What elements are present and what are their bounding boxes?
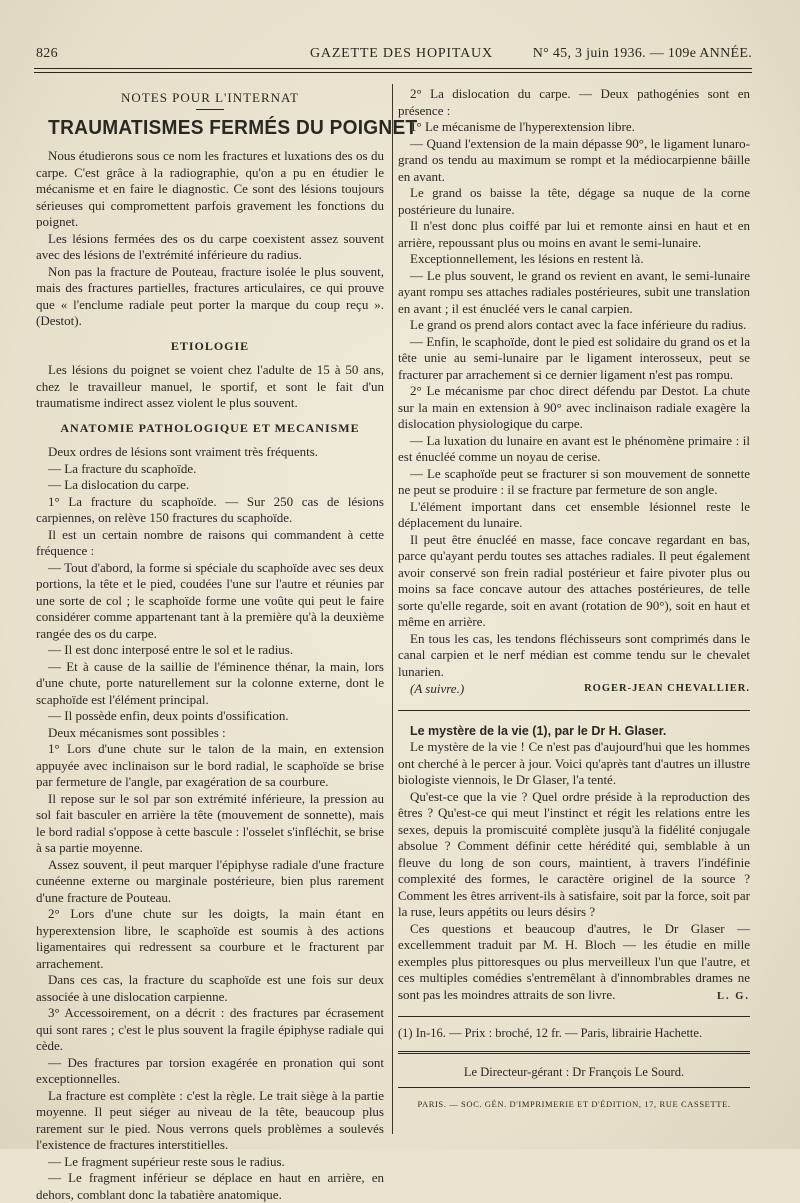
paragraph: — Le scaphoïde peut se fracturer si son mouvement de sonnette ne peut se produire : il se fracture par fermeture de son angle. [398,465,750,497]
review-title: Le mystère de la vie (1), par le Dr H. Glaser. [410,723,667,738]
printer-line: PARIS. — SOC. GÉN. D'IMPRIMERIE ET D'ÉDITION, 17, RUE CASSETTE. [417,1098,731,1109]
header-rule [34,72,752,73]
paragraph: 1° Le mécanisme de l'hyperextension libre. [410,119,635,134]
article-kicker: NOTES POUR L'INTERNAT [121,90,299,105]
section-separator [398,710,750,711]
paragraph: — Des fractures par torsion exagérée en pronation qui sont exceptionnelles. [36,1054,384,1086]
author-signature: ROGER-JEAN CHEVALLIER. [584,683,750,694]
section-heading: ANATOMIE PATHOLOGIQUE ET MECANISME [60,420,360,435]
paragraph: 3° Accessoirement, on a décrit : des fractures par écrasement qui sont rares ; c'est le plus souvent la fragile épiphyse radiale qui cède. [36,1005,384,1053]
paragraph: Dans ces cas, la fracture du scaphoïde est une fois sur deux associée à une dislocation carpienne. [36,972,384,1004]
footnote: (1) In-16. — Prix : broché, 12 fr. — Paris, librairie Hachette. [398,1025,703,1040]
paragraph: Non pas la fracture de Pouteau, fracture isolée le plus souvent, mais des fractures partielles, fractures articulaires, ce qui prouve que « l'enclume radiale peut porter la marque du coup reçu ». (Destot). [36,263,384,328]
paragraph: — Quand l'extension de la main dépasse 90°, le ligament lunaro-grand os tendu au maximum se rompt et la médiocarpienne bâille en avant. [398,135,750,184]
paragraph: 2° Lors d'une chute sur les doigts, la main étant en hyperextension libre, le scaphoïde est soumis à des actions ligamentaires qui redressent sa courbure et le fracturent par arrachement. [36,906,384,971]
paragraph: Deux ordres de lésions sont vraiment très fréquents. [48,444,319,459]
paragraph: — Le fragment supérieur reste sous le radius. [48,1153,285,1169]
paragraph: — La dislocation du carpe. [48,477,190,492]
paragraph: Le grand os baisse la tête, dégage sa nuque de la corne postérieure du lunaire. [398,185,750,217]
footnote-rule [398,1016,750,1017]
paragraph: Il peut être énucléé en masse, face concave regardant en bas, parce qu'ayant perdu toutes ses attaches radiales. Il peut également avoir conservé son frein radial postérieur et faire pivoter plus ou moins sa face concave autour des attaches postérieures, de telle sorte qu'elle regarde, soit en avant (rotation de 90°), soit en haut et même en arrière. [398,531,750,629]
paragraph: Nous étudierons sous ce nom les fractures et luxations des os du carpe. C'est grâce à la radiographie, qu'on a pu en étudier le mécanisme et en faire le diagnostic. Ce sont des lésions toujours sérieuses qui compromettent parfois gravement les fonctions du poignet. [36,148,384,229]
left-column [36,86,418,1203]
paragraph: Ces questions et beaucoup d'autres, le Dr Glaser — excellemment traduit par M. H. Bloch — les étudie en mille exemples plus pittoresques ou plus merveilleux l'un que l'autre, et ces multiples comédies s'entremêlant à d'innombrables drames ne sont pas les moindres attraits de son livre. [398,920,750,1002]
paragraph: Le mystère de la vie ! Ce n'est pas d'aujourd'hui que les hommes ont cherché à le percer à jour. Voici qu'après tant d'autres un illustre biologiste viennois, le Dr Glaser, l'a tenté. [398,739,750,787]
director-line: Le Directeur-gérant : Dr François Le Sourd. [463,1065,685,1079]
paragraph: Exceptionnellement, les lésions en restent là. [410,251,644,266]
article-title: TRAUMATISMES FERMÉS DU POIGNET [48,115,418,139]
paragraph: L'élément important dans cet ensemble lésionnel reste le déplacement du lunaire. [398,498,750,530]
right-column [398,86,750,1112]
paragraph: 1° Lors d'une chute sur le talon de la main, en extension appuyée avec inclinaison sur le bord radial, le scaphoïde se brise par fermeture de l'angle, par exagération de sa courbure. [36,741,384,789]
paragraph: — Le fragment inférieur se déplace en haut en arrière, en dehors, comblant donc la tabatière anatomique. [36,1170,384,1202]
column-divider [392,84,393,1134]
page-number: 826 [36,46,58,61]
header-rule [34,68,752,69]
paragraph: Les lésions fermées des os du carpe coexistent assez souvent avec des lésions de l'extrémité inférieure du radius. [36,230,384,262]
paragraph: Deux mécanismes sont possibles : [48,724,226,740]
to-follow-note: (A suivre.) [410,681,465,696]
paragraph: Assez souvent, il peut marquer l'épiphyse radiale d'une fracture cunéenne externe ou marginale postérieure, bien plus rarement d'une fracture de Pouteau. [36,856,384,905]
page-header [34,44,752,64]
paragraph: La fracture est complète : c'est la règle. Le trait siège à la partie moyenne. Il peut siéger au niveau de la tête, beaucoup plus rarement sur le pied. Nous verrons quels problèmes a soulevés l'existence de fractures interstitielles. [36,1087,384,1152]
paragraph: En tous les cas, les tendons fléchisseurs sont comprimés dans le canal carpien et le nerf médian est comme tendu sur le chevalet lunarien. [398,630,750,679]
paragraph: 1° La fracture du scaphoïde. — Sur 250 cas de lésions carpiennes, on relève 150 fractures du scaphoïde. [36,493,384,525]
paragraph: 2° Le mécanisme par choc direct défendu par Destot. La chute sur la main en extension à 90° avec inclinaison radiale exagère la dislocation physiologique du carpe. [398,383,750,431]
paragraph: Il n'est donc plus coiffé par lui et remonte ainsi en haut et en arrière, repoussant plus ou moins en avant le semi-lunaire. [398,218,750,250]
paragraph: 2° La dislocation du carpe. — Deux pathogénies sont en présence : [398,86,750,118]
paragraph: — Et à cause de la saillie de l'éminence thénar, la main, lors d'une chute, porte naturellement sur la colonne externe, dont le scaphoïde est l'élément principal. [36,658,384,707]
paragraph: Le grand os prend alors contact avec la face inférieure du radius. [410,317,747,332]
paragraph: — Enfin, le scaphoïde, dont le pied est solidaire du grand os et la tête unie au semi-lunaire par le ligament interosseux, peut se fracturer par arrachement si ce dernier ligament n'est pas rompu. [398,333,750,382]
issue-info: N° 45, 3 juin 1936. — 109e ANNÉE. [532,46,752,61]
paragraph: Les lésions du poignet se voient chez l'adulte de 15 à 50 ans, chez le travailleur manuel, le sportif, et sont le fait d'un traumatisme indirect assez violent le plus souvent. [36,362,384,410]
paragraph: Qu'est-ce que la vie ? Quel ordre préside à la reproduction des êtres ? Qu'est-ce qui meut l'instinct et régit les relations entre les sexes, depuis la promiscuité complète jusqu'à la fidélité conjugale absolue ? Comment définir cette hérédité qui, semblable à un fleuve du long de son cours, maintient, à travers l'indéfinie complexité des formes, le caractère originel de la source ? Comment les êtres arrivent-ils à satisfaire, soit par la force, soit par la ruse, leurs appétits ou leurs désirs ? [398,788,750,919]
paragraph: — La luxation du lunaire en avant est le phénomène primaire : il est énucléé comme un noyau de cerise. [398,432,750,464]
paragraph: — Il est donc interposé entre le sol et le radius. [48,642,294,657]
review-signature: L. G. [716,991,750,1002]
paragraph: — Tout d'abord, la forme si spéciale du scaphoïde avec ses deux portions, la tête et le pied, coudées l'une sur l'autre et réunies par une sorte de col ; le scaphoïde forme une voûte qui peut le faire considérer comme appartenant tant à la première qu'à la deuxième rangée des os du carpe. [36,559,384,641]
section-heading: ETIOLOGIE [170,338,250,353]
paragraph: — Le plus souvent, le grand os revient en avant, le semi-lunaire ayant rompu ses attaches radiales postérieures, subit une translation en avant ; il est énucléé vers le canal carpien. [398,267,750,316]
article-signoff [398,681,750,698]
journal-name: GAZETTE DES HOPITAUX [310,46,493,61]
imprint-rule [398,1051,750,1054]
imprint-rule [398,1087,750,1088]
paragraph: — La fracture du scaphoïde. [48,460,197,476]
paragraph: Il repose sur le sol par son extrémité inférieure, la pression au sol fait basculer en arrière la tête (mouvement de sonnette), mais le bord radial s'oppose à cette bascule : l'osselet s'infléchit, se brise à sa partie moyenne. [36,790,384,855]
kicker-rule [196,109,224,110]
paragraph: — Il possède enfin, deux points d'ossification. [48,708,289,723]
paragraph: Il est un certain nombre de raisons qui commandent à cette fréquence : [36,526,384,558]
